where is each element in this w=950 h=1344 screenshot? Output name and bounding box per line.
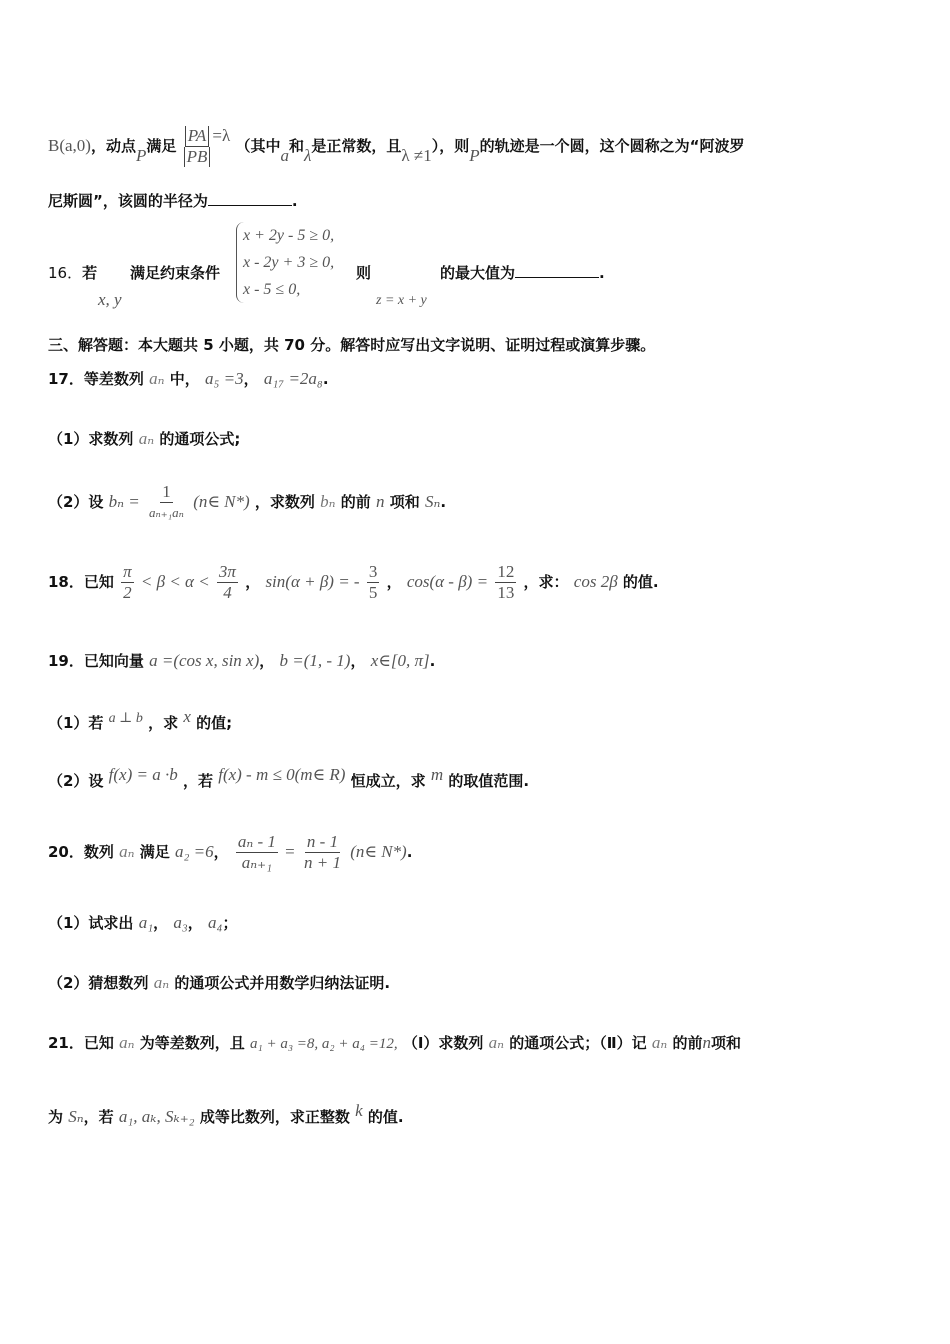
math-point-b: B(a,0) — [48, 136, 91, 155]
q18-stem: 18．已知 $\frac{\pi}{2}$ < β < α < $\frac{3\pi}{4}$ ， sin(α + β) = - $\frac{3}{5}$ ， cos(α - β) = $\frac{12}{13}$ ，求： cos 2β 的值. — [48, 562, 659, 602]
section-heading: 三、解答题：本大题共 5 小题，共 70 分。解答时应写出文字说明、证明过程或演算步骤。 — [48, 336, 656, 354]
q15-line1: B(a,0)，动点P满足 $\frac{PA}{PB}$ =λ （其中a和λ是正常数，且λ ≠1），则P的轨迹是一个圆，这个圆称之为“阿波罗 — [48, 126, 745, 166]
q20-part2: （2）猜想数列 aₙ 的通项公式并用数学归纳法证明. — [48, 973, 391, 992]
q17-part1: （1）求数列 aₙ 的通项公式; — [48, 429, 241, 448]
q15-line2: 尼斯圆”，该圆的半径为 . — [48, 192, 298, 210]
q16-objective: z = x + y — [376, 293, 427, 308]
math-ratio: $\frac{PA}{PB}$ — [184, 126, 211, 167]
q17-stem: 17．等差数列 aₙ 中， a₅ =3， a₁₇ =2a₈. — [48, 369, 329, 388]
q16-then: 则 — [356, 264, 372, 282]
q16-constraint-system: x + 2y - 5 ≥ 0, x - 2y + 3 ≥ 0, x - 5 ≤ 0, — [236, 222, 334, 303]
q20-part1: （1）试求出 a₁， a₃， a₄； — [48, 913, 238, 932]
answer-blank — [208, 191, 292, 206]
q19-part1: （1）若 a ⊥ b ，求 x 的值; — [48, 707, 233, 732]
q17-part2: （2）设 bₙ = $\frac{1}{\text{aₙ₊₁aₙ}}$ (n∈ N*) ，求数列 bₙ 的前 n 项和 Sₙ. — [48, 482, 446, 523]
q21-line2: 为 Sₙ，若 a₁, aₖ, Sₖ₊₂ 成等比数列，求正整数 k 的值. — [48, 1101, 404, 1126]
q21-line1: 21．已知 aₙ 为等差数列，且 a₁ + a₃ =8, a₂ + a₄ =12, （Ⅰ）求数列 aₙ 的通项公式；（Ⅱ）记 aₙ 的前n项和 — [48, 1033, 742, 1052]
q16-line: 16．若 — [48, 264, 98, 282]
q20-stem: 20．数列 aₙ 满足 a₂ =6， $\frac{\text{aₙ - 1}}{\text{aₙ₊₁}}$ = $\frac{n - 1}{n + 1}$ (n∈ N*). — [48, 832, 413, 872]
q16-tail: 的最大值为 . — [440, 264, 605, 282]
q16-constraint-label: 满足约束条件 — [130, 264, 221, 282]
q16-vars: x, y — [98, 290, 122, 309]
q19-part2: （2）设 f(x) = a ·b ，若 f(x) - m ≤ 0(m∈ R) 恒成立，求 m 的取值范围. — [48, 765, 530, 790]
answer-blank — [515, 263, 599, 278]
q19-stem: 19．已知向量 a =(cos x, sin x)， b =(1, - 1)， x∈[0, π]. — [48, 651, 436, 670]
math-fraction: $\frac{1}{\text{aₙ₊₁aₙ}}$ — [149, 482, 184, 520]
